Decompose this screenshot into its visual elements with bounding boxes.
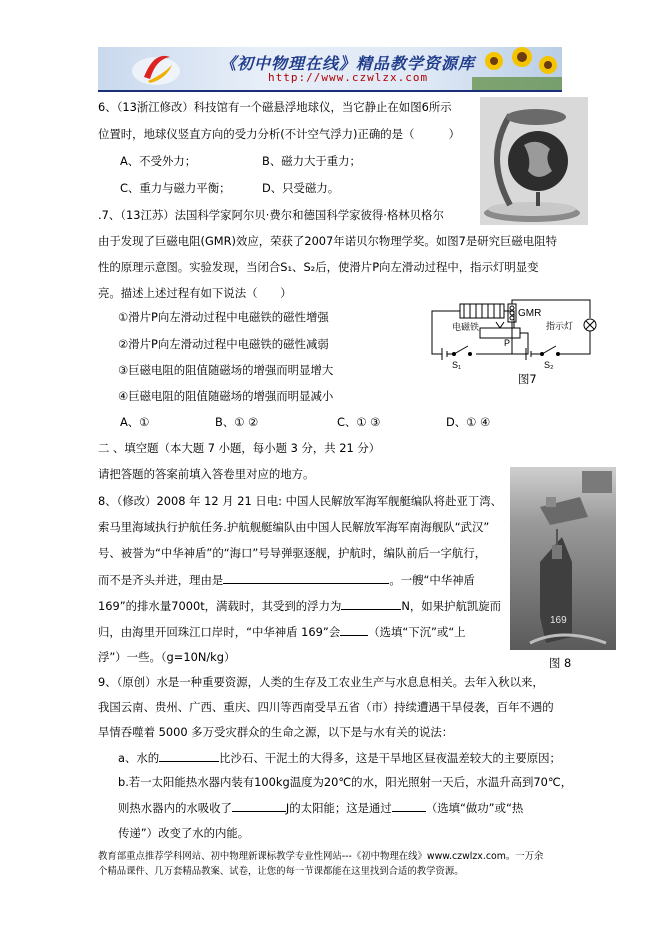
q7-line2: 由于发现了巨磁电阻(GMR)效应，荣获了2007年诺贝尔物理学奖。如图7是研究巨磁电阻特 bbox=[98, 234, 557, 248]
q7-statement-3: ③巨磁电阻的阻值随磁场的增强而明显增大 bbox=[118, 363, 334, 377]
q6-option-b: B、磁力大于重力； bbox=[262, 154, 361, 168]
q8-line6-prefix: 归，由海里开回珠江口岸时，“中华神盾 169”会 bbox=[98, 625, 341, 639]
q9-blank-method[interactable] bbox=[392, 799, 426, 812]
q9-a-prefix: a、水的 bbox=[118, 751, 160, 765]
q8-line7: 浮”）一些。（g=10N/kg） bbox=[98, 650, 236, 664]
footer-line2: 个精品课件、几万套精品教案、试卷，让您的每一节课都能在这里找到合适的教学资源。 bbox=[98, 866, 464, 877]
q7-option-c: C、① ③ bbox=[337, 415, 381, 429]
q8-line6 bbox=[98, 623, 466, 640]
q9-b-suffix: （选填“做功”或“热 bbox=[425, 801, 524, 815]
q9-line3: 旱情吞噬着 5000 多万受灾群众的生命之源，以下是与水有关的说法： bbox=[98, 725, 454, 739]
section2-instruction: 请把答题的答案前填入答卷里对应的地方。 bbox=[98, 467, 315, 481]
q8-line4 bbox=[98, 571, 475, 588]
figure7-caption: 图7 bbox=[518, 372, 537, 386]
q9-b-prefix: 则热水器内的水吸收了 bbox=[118, 801, 232, 815]
q8-line4-suffix: 。一艘“中华神盾 bbox=[389, 573, 475, 587]
q7-statement-4: ④巨磁电阻的阻值随磁场的增强而明显减小 bbox=[118, 389, 334, 403]
q8-blank-reason[interactable] bbox=[223, 571, 389, 584]
q9-item-b-line1: b.若一太阳能热水器内装有100kg温度为20℃的水，阳光照射一天后，水温升高到70℃， bbox=[118, 775, 573, 789]
figure7-electromagnet-label: 电磁铁 bbox=[452, 322, 480, 332]
q8-line5-prefix: 169”的排水量7000t，满载时，其受到的浮力为 bbox=[98, 599, 342, 613]
q9-blank-heat[interactable] bbox=[232, 799, 286, 812]
figure8-hull-number: 169 bbox=[550, 615, 567, 626]
q7-line4: 亮。描述上述过程有如下说法（ ） bbox=[98, 286, 292, 300]
sunflower-icon bbox=[472, 47, 562, 90]
q7-option-a: A、① bbox=[120, 415, 150, 429]
q6-option-d: D、只受磁力。 bbox=[262, 181, 340, 195]
q6-option-a: A、不受外力； bbox=[120, 154, 197, 168]
q9-a-suffix: 比沙石、干泥土的大得多，这是干旱地区昼夜温差较大的主要原因； bbox=[219, 751, 561, 765]
section2-heading: 二 、填空题（本大题 7 小题，每小题 3 分，共 21 分） bbox=[98, 441, 381, 455]
logo-icon bbox=[126, 47, 186, 90]
q7-statement-1: ①滑片P向左滑动过程中电磁铁的磁性增强 bbox=[118, 310, 329, 324]
q7-line1: .7、（13江苏）法国科学家阿尔贝·费尔和德国科学家彼得·格林贝格尔 bbox=[98, 208, 444, 222]
q9-item-b-line3: 传递”）改变了水的内能。 bbox=[118, 826, 250, 840]
q7-option-b: B、① ② bbox=[215, 415, 259, 429]
q7-option-d: D、① ④ bbox=[446, 415, 491, 429]
q8-line5 bbox=[98, 597, 501, 614]
figure7-s1-label: S₁ bbox=[452, 360, 462, 370]
figure7-p-label: P bbox=[504, 338, 511, 348]
q9-item-a bbox=[118, 749, 561, 766]
q8-blank-sink-float[interactable] bbox=[340, 623, 368, 636]
q6-option-c: C、重力与磁力平衡； bbox=[120, 181, 231, 195]
footer-line1: 教育部重点推荐学科网站、初中物理新课标教学专业性网站---《初中物理在线》www.czwlzx.com。一万余 bbox=[98, 851, 544, 862]
q6-line2: 位置时，地球仪竖直方向的受力分析(不计空气浮力)正确的是（ ） bbox=[98, 127, 460, 141]
q9-blank-a[interactable] bbox=[159, 749, 219, 762]
q8-blank-buoyancy[interactable] bbox=[341, 597, 401, 610]
figure7-s2-label: S₂ bbox=[544, 360, 554, 370]
q9-b-middle: J的太阳能；这是通过 bbox=[285, 801, 392, 815]
q9-line1: 9、（原创）水是一种重要资源，人类的生存及工农业生产与水息息相关。去年入秋以来， bbox=[98, 675, 544, 689]
banner-title: 《初中物理在线》精品教学资源库 bbox=[220, 54, 476, 73]
figure7-circuit bbox=[420, 298, 610, 390]
figure8-caption: 图 8 bbox=[549, 656, 572, 670]
figure7-lamp-label: 指示灯 bbox=[546, 321, 574, 331]
q8-line4-prefix: 而不是齐头并进，理由是 bbox=[98, 573, 224, 587]
figure7-gmr-label: GMR bbox=[518, 308, 542, 319]
header-banner bbox=[98, 47, 562, 92]
q6-line1: 6、（13浙江修改）科技馆有一个磁悬浮地球仪，当它静止在如图6所示 bbox=[98, 100, 452, 114]
figure8-warship-photo bbox=[510, 467, 616, 650]
q9-item-b-line2 bbox=[118, 799, 523, 816]
figure6-globe-photo bbox=[480, 97, 588, 225]
q7-statement-2: ②滑片P向左滑动过程中电磁铁的磁性减弱 bbox=[118, 337, 329, 351]
q8-line5-suffix: N，如果护航凯旋而 bbox=[401, 599, 502, 613]
q7-line3: 性的原理示意图。实验发现，当闭合S₁、S₂后，使滑片P向左滑动过程中，指示灯明显变 bbox=[98, 260, 539, 274]
q8-line2: 索马里海域执行护航任务.护航舰艇编队由中国人民解放军海军南海舰队“武汉” bbox=[98, 520, 490, 534]
q9-line2: 我国云南、贵州、广西、重庆、四川等西南受旱五省（市）持续遭遇干旱侵袭，百年不遇的 bbox=[98, 700, 554, 714]
q8-line1: 8、（修改）2008 年 12 月 21 日电: 中国人民解放军海军舰艇编队将赴亚丁湾、 bbox=[98, 494, 503, 508]
q8-line3: 号、被誉为“中华神盾”的“海口”号导弹驱逐舰，护航时，编队前后一字航行， bbox=[98, 546, 487, 560]
q8-line6-suffix: （选填“下沉”或“上 bbox=[368, 625, 466, 639]
banner-url[interactable]: http://www.czwlzx.com bbox=[268, 71, 429, 84]
